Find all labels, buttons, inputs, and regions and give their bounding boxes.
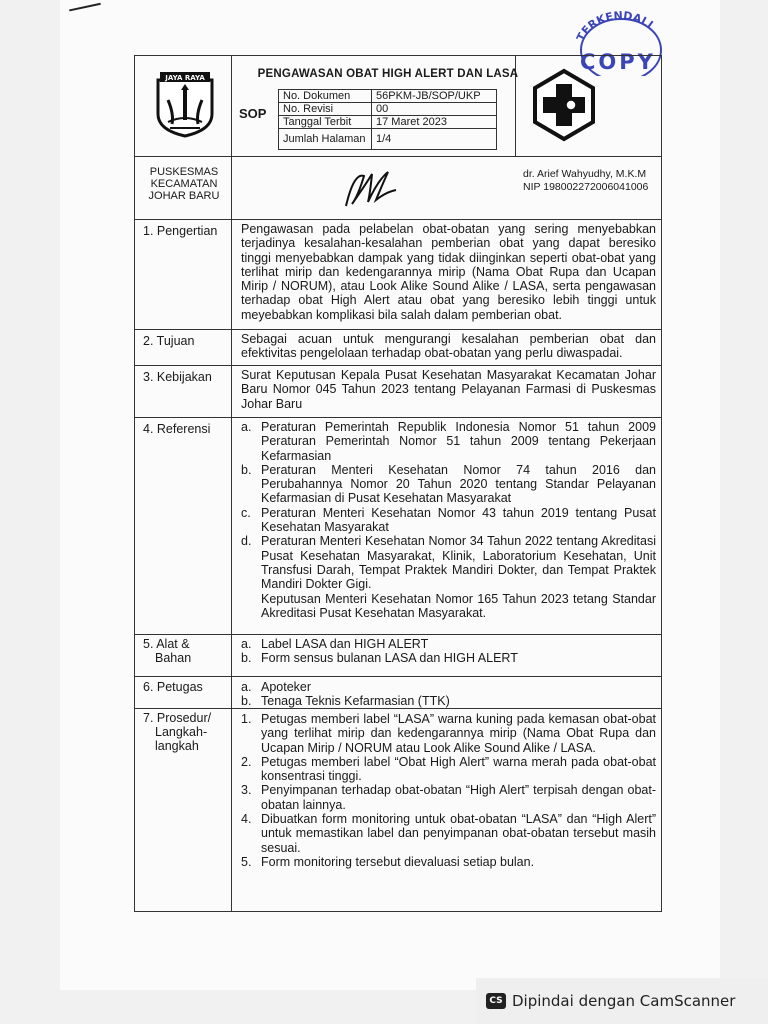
section-label-alat: [143, 637, 191, 665]
list-text: Petugas memberi label “LASA” warna kuning pada kemasan obat-obat yang terlihat mirip dan kedengarannya mirip (Nama Obat Rupa dan Ucapan Mirip / NORUM atau Look Alike Sound Alike / LASA.: [261, 712, 656, 755]
divider: [135, 365, 661, 366]
list-text: Peraturan Pemerintah Republik Indonesia Nomor 51 tahun 2009 Peraturan Pemerintah Nomor 51 tahun 2009 tentang Pekerjaan Kefarmasian: [261, 420, 656, 463]
svg-text:TERKENDALI: [574, 10, 655, 43]
section-list-alat: [241, 637, 656, 666]
document-meta-table: [278, 89, 497, 150]
list-marker: a.: [241, 637, 252, 651]
section-label-referensi: 4. Referensi: [143, 422, 211, 436]
meta-key: No. Revisi: [279, 103, 372, 116]
signer-block: [523, 168, 648, 194]
meta-key: No. Dokumen: [279, 90, 372, 103]
camscanner-watermark: [476, 978, 768, 1024]
list-marker: 2.: [241, 754, 252, 769]
label-line: langkah: [155, 739, 199, 753]
list-item: [241, 592, 656, 621]
section-label-prosedur: [143, 711, 211, 753]
section-label-pengertian: 1. Pengertian: [143, 224, 218, 238]
org-line: PUSKESMAS: [149, 166, 219, 178]
list-marker: c.: [241, 505, 251, 520]
document-title: PENGAWASAN OBAT HIGH ALERT DAN LASA: [257, 68, 519, 80]
list-text: Petugas memberi label “Obat High Alert” warna merah pada obat-obat konsentrasi tinggi.: [261, 754, 656, 784]
list-text: Apoteker: [261, 680, 312, 694]
list-text: Label LASA dan HIGH ALERT: [261, 637, 429, 651]
divider: [135, 219, 661, 220]
section-label-petugas: 6. Petugas: [143, 680, 203, 694]
list-text: Peraturan Menteri Kesehatan Nomor 43 tahun 2019 tentang Pusat Kesehatan Masyarakat: [261, 505, 656, 535]
meta-key: Jumlah Halaman: [279, 129, 372, 150]
signer-name: dr. Arief Wahyudhy, M.K.M: [523, 168, 647, 180]
list-marker: d.: [241, 534, 252, 549]
divider: [135, 417, 661, 418]
meta-row: [279, 90, 497, 103]
list-text: Keputusan Menteri Kesehatan Nomor 165 Tahun 2023 tetang Standar Akreditasi Pusat Kesehatan Masyarakat.: [261, 591, 656, 620]
section-list-prosedur: [241, 712, 656, 869]
section-label-tujuan: 2. Tujuan: [143, 334, 195, 348]
camscanner-text: Dipindai dengan CamScanner: [512, 992, 736, 1010]
crest-text: JAYA RAYA: [165, 74, 205, 82]
list-item: [241, 534, 656, 591]
list-marker: 1.: [241, 712, 252, 726]
list-text: Form sensus bulanan LASA dan HIGH ALERT: [261, 651, 518, 666]
meta-value: 56PKM-JB/SOP/UKP: [372, 90, 497, 103]
label-line: 7. Prosedur/: [143, 711, 212, 725]
meta-value: 17 Maret 2023: [372, 116, 497, 129]
org-line: KECAMATAN: [150, 178, 218, 190]
meta-row: [279, 103, 497, 116]
stamp-copy-text: COPY: [580, 50, 656, 74]
list-item: [241, 420, 656, 463]
list-text: Peraturan Menteri Kesehatan Nomor 34 Tahun 2022 tentang Akreditasi Pusat Kesehatan Masyarakat, Klinik, Laboratorium Kesehatan, Unit Transfusi Darah, Tempat Praktek Mandiri Dokter, dan Tempat Praktek Mandiri Dokter Gigi.: [261, 534, 656, 592]
list-item: [241, 463, 656, 506]
list-item: [241, 651, 656, 665]
label-line: Bahan: [155, 651, 192, 665]
list-marker: b.: [241, 462, 252, 477]
list-marker: b.: [241, 694, 252, 709]
section-list-referensi: [241, 420, 656, 620]
list-item: [241, 712, 656, 755]
stamp-arc-text: TERKENDALI: [574, 10, 656, 44]
list-item: [241, 680, 656, 694]
list-item: [241, 755, 656, 784]
list-item: [241, 694, 656, 708]
list-marker: 5.: [241, 854, 252, 869]
list-item: [241, 637, 656, 651]
camscanner-icon: CS: [486, 993, 506, 1009]
list-text: Penyimpanan terhadap obat-obatan “High Alert” terpisah dengan obat-obatan lainnya.: [261, 783, 656, 812]
list-marker: a.: [241, 680, 252, 694]
section-text-tujuan: Sebagai acuan untuk mengurangi kesalahan pemberian obat dan efektivitas pengelolaan terhadap obat-obatan yang perlu diwaspadai.: [241, 332, 656, 361]
sop-document: [134, 55, 662, 912]
section-text-pengertian: Pengawasan pada pelabelan obat-obatan yang sering menyebabkan terjadinya kesalahan-kesalahan pemberian obat yang dapat beresiko tinggi menyebabkan dampak yang tidak diinginkan seperti obat-obat yang terlihat mirip dan kedengarannya mirip (Nama Obat Rupa dan Ucapan Mirip / NORUM), atau Look Alike Sound Alike / LASA, serta pengawasan terhadap obat High Alert atau obat yang beresiko lebih tinggi untuk meyebabkan komplikasi bila salah dalam pemberian obat.: [241, 222, 656, 322]
org-line: JOHAR BARU: [148, 190, 220, 202]
divider: [135, 329, 661, 330]
divider: [135, 676, 661, 677]
section-text-kebijakan: Surat Keputusan Kepala Pusat Kesehatan Masyarakat Kecamatan Johar Baru Nomor 045 Tahun 2023 tentang Pelayanan Farmasi di Puskesmas Johar Baru: [241, 368, 656, 411]
list-text: Tenaga Teknis Kefarmasian (TTK): [261, 694, 450, 709]
list-marker: 4.: [241, 812, 252, 827]
list-marker: 3.: [241, 783, 252, 798]
section-list-petugas: [241, 680, 656, 709]
list-text: Peraturan Menteri Kesehatan Nomor 74 tahun 2016 dan Perubahannya Nomor 20 Tahun 2020 tentang Standar Pelayanan Kefarmasian di Pusat Kesehatan Masyarakat: [261, 462, 656, 506]
meta-value: 00: [372, 103, 497, 116]
section-label-kebijakan: 3. Kebijakan: [143, 370, 212, 384]
label-line: Langkah-: [155, 725, 208, 739]
list-marker: a.: [241, 420, 252, 434]
signer-nip: NIP 198002272006041006: [523, 181, 649, 193]
list-text: Form monitoring tersebut dievaluasi setiap bulan.: [261, 854, 535, 869]
list-item: [241, 855, 656, 869]
meta-key: Tanggal Terbit: [279, 116, 372, 129]
divider: [135, 156, 661, 157]
meta-value: 1/4: [372, 129, 497, 150]
sop-label: SOP: [239, 106, 267, 121]
list-marker: [241, 592, 261, 621]
organization-name: [139, 166, 229, 202]
meta-row: [279, 129, 497, 150]
list-text: Dibuatkan form monitoring untuk obat-obatan “LASA” dan “High Alert” untuk memastikan label dan penyimpanan obat-obatan tersebut masih sesuai.: [261, 812, 656, 855]
list-item: [241, 506, 656, 535]
signature: [340, 166, 400, 212]
list-item: [241, 812, 656, 855]
divider: [231, 56, 232, 911]
jakarta-crest-logo: [154, 70, 216, 138]
label-line: 5. Alat &: [143, 637, 190, 651]
puskesmas-logo: [531, 68, 597, 142]
divider: [135, 634, 661, 635]
meta-row: [279, 116, 497, 129]
list-marker: b.: [241, 651, 252, 666]
list-item: [241, 783, 656, 812]
